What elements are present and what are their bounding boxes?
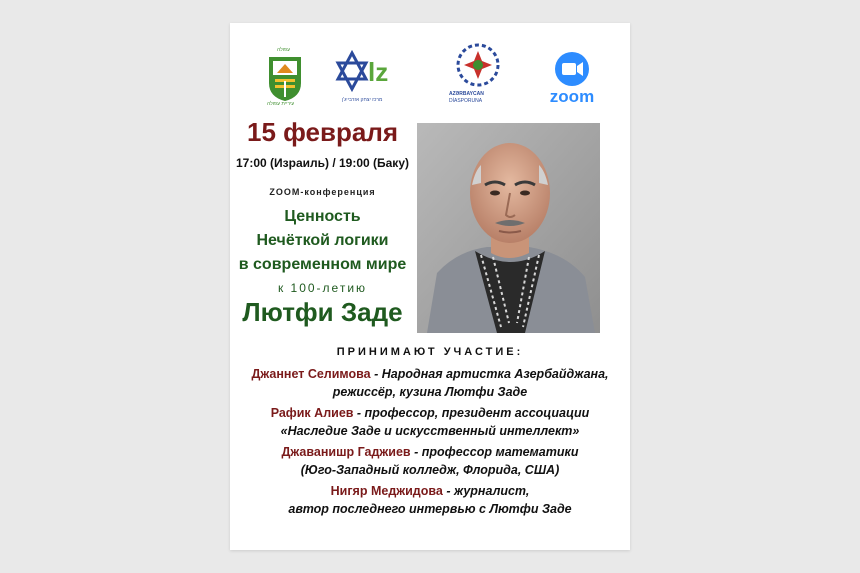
- svg-text:lz: lz: [368, 57, 389, 87]
- aziz-caption: מרכז יצחק אזרבייג'ן: [342, 97, 383, 103]
- participant-2-desc-2: «Наследие Заде и искусственный интеллект»: [280, 424, 580, 438]
- star-of-david-icon: [332, 49, 408, 97]
- participant-1-desc-2: режиссёр, кузина Лютфи Заде: [332, 385, 528, 399]
- emblem-icon: [443, 41, 513, 91]
- zoom-camera-icon: [542, 51, 602, 87]
- zoom-logo: [542, 51, 602, 105]
- city-emblem-logo: [263, 47, 307, 107]
- title-line-3: в современном мире: [238, 256, 407, 273]
- participant-4-desc-1: - журналист,: [442, 484, 530, 498]
- participant-3-line-1: [230, 445, 630, 459]
- participant-3-name: Джаванишр Гаджиев: [281, 445, 411, 459]
- az-caption-1: AZƏRBAYCAN: [449, 91, 484, 97]
- participant-4-name: Нигяр Меджидова: [330, 484, 443, 498]
- participant-1-name: Джаннет Селимова: [251, 367, 371, 381]
- city-caption-bottom: עיריית עפולה: [267, 101, 295, 107]
- azerbaijan-diaspora-logo: [443, 41, 513, 107]
- participant-2-name: Рафик Алиев: [270, 406, 354, 420]
- participant-1-desc-1: - Народная артистка Азербайджана,: [370, 367, 609, 381]
- title-line-1: Ценность: [284, 208, 361, 225]
- participant-2-desc-1: - профессор, президент ассоциации: [353, 406, 590, 420]
- conference-label: ZOOM-конференция: [269, 187, 376, 197]
- event-time: 17:00 (Израиль) / 19:00 (Баку): [236, 156, 409, 170]
- participant-1-line-1: [230, 367, 630, 381]
- participant-2-line-1: [230, 406, 630, 420]
- participant-4-desc-2: автор последнего интервью с Лютфи Заде: [288, 502, 572, 516]
- participant-3-desc-1: - профессор математики: [410, 445, 579, 459]
- anniversary-label: к 100-летию: [277, 281, 368, 295]
- shield-icon: [263, 53, 307, 103]
- portrait-photo: [417, 123, 600, 333]
- event-date: 15 февраля: [246, 117, 399, 147]
- participant-4-line-1: [230, 484, 630, 498]
- az-caption-2: DİASPORUNA: [449, 98, 483, 104]
- event-poster: [230, 23, 630, 550]
- zoom-wordmark: zoom: [549, 87, 595, 106]
- participant-3-desc-2: (Юго-Западный колледж, Флорида, США): [300, 463, 560, 477]
- participants-heading: ПРИНИМАЮТ УЧАСТИЕ:: [336, 346, 524, 358]
- aziz-logo: [332, 49, 408, 105]
- portrait-illustration: [417, 123, 600, 333]
- honoree-name: Лютфи Заде: [242, 297, 403, 327]
- city-caption-top: עפולה: [277, 47, 290, 53]
- title-line-2: Нечёткой логики: [256, 232, 389, 249]
